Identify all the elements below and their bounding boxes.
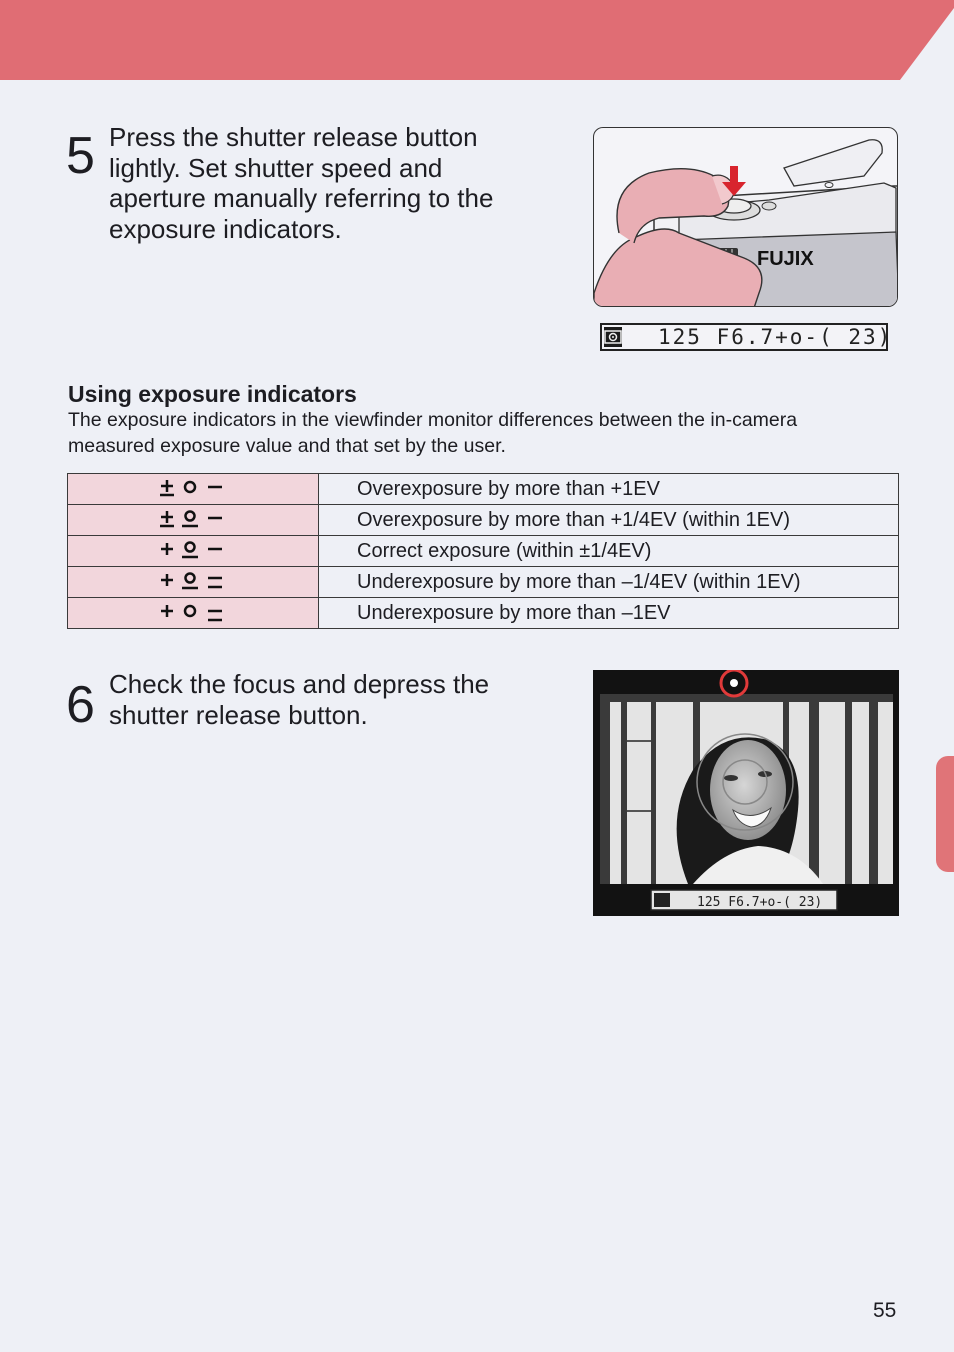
- step-6-number: 6: [66, 676, 94, 734]
- step-5-line: lightly. Set shutter speed and: [109, 152, 443, 183]
- table-row: [68, 505, 899, 536]
- step-6-instructions: [109, 669, 489, 730]
- metering-icon: [604, 327, 622, 347]
- header-band: [0, 0, 954, 80]
- step-5-line: aperture manually referring to the: [109, 183, 494, 213]
- section-body: The exposure indicators in the viewfinder monitor differences between the in-camera measured exposure value and that set by the user.: [68, 409, 798, 457]
- viewfinder-photo-readout: 125 F6.7+o-( 23): [697, 895, 823, 910]
- indicator-over-quarter-ev-icon: [68, 505, 319, 536]
- viewfinder-display: [600, 323, 893, 351]
- table-row: [68, 567, 899, 598]
- camera-illustration: [593, 127, 898, 307]
- indicator-over-1ev-icon: [68, 474, 319, 505]
- indicator-description: Correct exposure (within ±1/4EV): [319, 536, 899, 567]
- table-row: [68, 598, 899, 629]
- camera-drawing: [594, 128, 898, 307]
- indicator-description: Overexposure by more than +1EV: [319, 474, 899, 505]
- step-5-line: exposure indicators.: [109, 213, 342, 244]
- exposure-indicator-table: [67, 473, 899, 629]
- step-5-number: 5: [66, 127, 94, 185]
- step-6-line: Check the focus and depress the: [109, 669, 490, 699]
- viewfinder-photo: [593, 670, 899, 916]
- camera-brand-logo: FUJIX: [757, 248, 814, 270]
- table-row: [68, 536, 899, 567]
- step-5-instructions: [109, 122, 493, 244]
- indicator-under-1ev-icon: [68, 598, 319, 629]
- step-6-line: shutter release button.: [109, 699, 368, 730]
- viewfinder-readout: 125 F6.7+o-( 23): [658, 325, 893, 349]
- indicator-description: Overexposure by more than +1/4EV (within 1EV): [319, 505, 899, 536]
- table-row: [68, 474, 899, 505]
- indicator-description: Underexposure by more than –1EV: [319, 598, 899, 629]
- page-number: 55: [873, 1299, 897, 1322]
- indicator-correct-icon: [68, 536, 319, 567]
- step-5-line: Press the shutter release button: [109, 122, 478, 152]
- indicator-under-quarter-ev-icon: [68, 567, 319, 598]
- indicator-description: Underexposure by more than –1/4EV (within 1EV): [319, 567, 899, 598]
- section-heading: Using exposure indicators: [68, 381, 357, 407]
- section-tab: [936, 756, 954, 872]
